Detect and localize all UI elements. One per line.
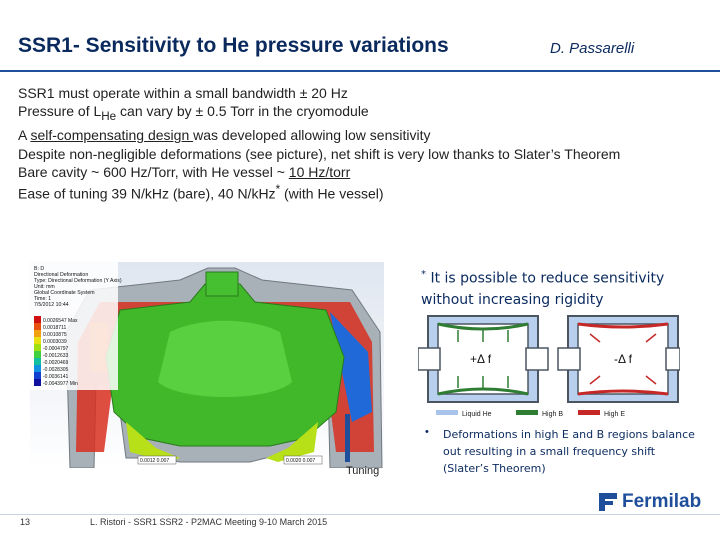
panel-line: Global Coordinate System — [34, 290, 95, 296]
slide-title: SSR1- Sensitivity to He pressure variations — [18, 34, 449, 57]
tuning-label: Tuning — [346, 465, 380, 477]
bullet-sensitivity: Bare cavity ~ 600 Hz/Torr, with He vessel ~ 10 Hz/torr — [18, 163, 351, 180]
panel-line: Type: Directional Deformation (Y Axis) — [34, 278, 122, 284]
sensitivity-note: * It is possible to reduce sensitivity without increasing rigidity — [421, 269, 665, 308]
legend-high-b: High B — [542, 411, 564, 418]
legend-swatch — [34, 358, 41, 365]
probe-tag: 0.0020 0.007 — [286, 458, 316, 464]
legend-swatch — [34, 372, 41, 379]
legend-swatch — [34, 344, 41, 351]
legend-swatch — [34, 330, 41, 337]
panel-line: Time: 1 — [34, 296, 52, 302]
legend-swatch — [34, 323, 41, 330]
panel-line: Unit: mm — [34, 284, 55, 290]
legend-value: 0.0010875 — [43, 332, 67, 338]
right-delta-label: -Δ f — [614, 352, 633, 366]
left-delta-label: +Δ f — [470, 352, 492, 366]
bullet-slater: Despite non-negligible deformations (see picture), net shift is very low thanks to Slater’s Theorem — [18, 145, 621, 162]
legend-value: 0.0003039 — [43, 339, 67, 345]
bullet-design: A self-compensating design was developed allowing low sensitivity — [18, 127, 431, 144]
footer-citation: L. Ristori - SSR1 SSR2 - P2MAC Meeting 9-10 March 2015 — [90, 517, 328, 527]
legend-value: -0.0036141 — [43, 374, 69, 380]
panel-line: Directional Deformation — [34, 272, 89, 278]
legend-swatch — [34, 316, 41, 323]
bullet-tuning: Ease of tuning 39 N/kHz (bare), 40 N/kHz* (with He vessel) — [18, 183, 384, 202]
legend-high-e: High E — [604, 411, 626, 418]
probe-tag: 0.0012 0.007 — [140, 458, 170, 464]
legend-swatch — [34, 351, 41, 358]
slater-explanation: Deformations in high E and B regions balance out resulting in a small frequency shift (Slater’s Theorem) — [443, 428, 695, 475]
author-name: D. Passarelli — [550, 40, 635, 57]
fermilab-logo-icon — [597, 491, 619, 513]
tuning-arrow — [345, 414, 350, 462]
footer-rule — [0, 514, 720, 515]
bullet-dot: • — [425, 426, 429, 438]
legend-value: -0.0043977 Min — [43, 381, 78, 387]
bullet-bandwidth: SSR1 must operate within a small bandwidth ± 20 Hz — [18, 85, 348, 101]
legend-value: -0.0012633 — [43, 353, 69, 359]
legend-swatch — [34, 379, 41, 386]
legend-swatch — [34, 337, 41, 344]
panel-line: B: D — [34, 266, 45, 272]
deformation-simulation-figure — [30, 262, 384, 468]
legend-value: -0.0020469 — [43, 360, 69, 366]
legend-value: 0.0018711 — [43, 325, 67, 331]
legend-value: -0.0004797 — [43, 346, 69, 352]
bullet-pressure: Pressure of $L_{He}$ can vary by ± 0.5 Torr in the cryomodule — [18, 103, 369, 124]
legend-value: -0.0028305 — [43, 367, 69, 373]
panel-line: 7/5/2012 10:44 — [34, 302, 69, 308]
page-number: 13 — [20, 517, 31, 527]
bullet-list — [18, 84, 698, 203]
slater-diagram — [418, 312, 680, 422]
legend-liquid-he: Liquid He — [462, 411, 492, 418]
fermilab-logo — [597, 490, 701, 514]
legend-swatch — [34, 365, 41, 372]
legend-value: 0.0026547 Max — [43, 318, 78, 324]
title-rule — [0, 70, 720, 72]
fermilab-logo-text: Fermilab — [622, 491, 702, 512]
